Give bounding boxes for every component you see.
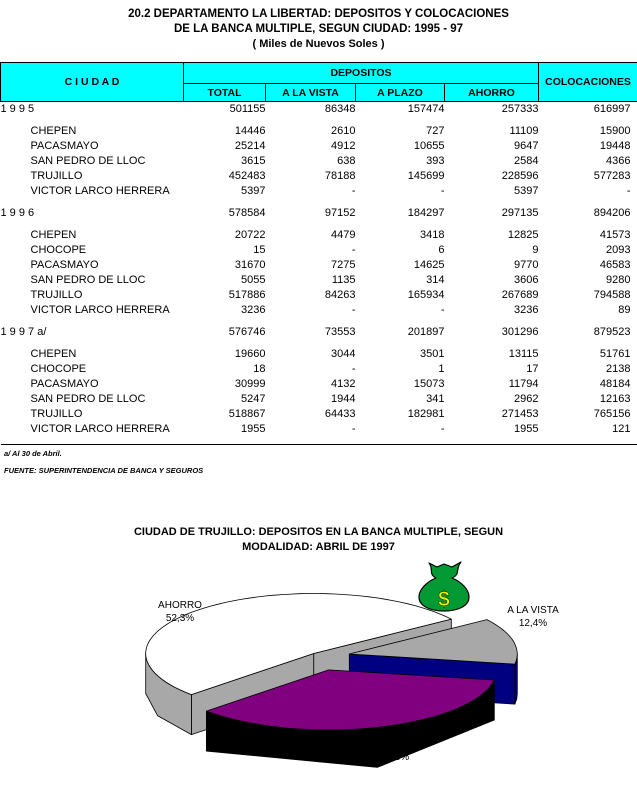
table-row — [1, 377, 637, 392]
value-cell: 271453 — [501, 408, 539, 420]
value-cell: 11794 — [508, 378, 539, 390]
value-cell: 3236 — [241, 304, 266, 316]
header-a-plazo: A PLAZO — [356, 84, 445, 102]
page-title-line2: DE LA BANCA MULTIPLE, SEGUN CIUDAD: 1995 - 97 — [173, 23, 464, 35]
row-label: TRUJILLO — [30, 170, 83, 182]
value-cell: 31670 — [234, 259, 266, 271]
value-cell: 4479 — [331, 229, 356, 241]
value-cell: 228596 — [501, 170, 539, 182]
value-cell: 3236 — [514, 304, 539, 316]
value-cell: 517886 — [228, 289, 266, 301]
table-row — [1, 273, 637, 288]
header-total: TOTAL — [184, 84, 266, 102]
value-cell: 51761 — [599, 348, 631, 360]
table-row — [1, 258, 637, 273]
value-cell: 48184 — [599, 378, 631, 390]
spacer-row — [1, 221, 637, 228]
table-row — [1, 169, 637, 184]
table-header — [1, 63, 637, 102]
value-cell: 267689 — [501, 289, 539, 301]
table-row — [1, 139, 637, 154]
value-cell: 2584 — [514, 155, 539, 167]
row-label: 1 9 9 7 a/ — [0, 326, 47, 338]
spacer-row — [1, 340, 637, 347]
table-row — [1, 407, 637, 422]
footnote-a: a/ Al 30 de Abril. — [4, 449, 62, 458]
row-label: CHEPEN — [30, 348, 77, 360]
value-cell: 727 — [426, 125, 445, 137]
value-cell: 18 — [253, 363, 266, 375]
value-cell: 73553 — [324, 326, 356, 338]
table-row — [1, 288, 637, 303]
value-cell: 201897 — [407, 326, 445, 338]
table-row-year — [1, 206, 637, 221]
row-label: TRUJILLO — [30, 289, 83, 301]
value-cell: 13115 — [508, 348, 539, 360]
pie-label-ahorro — [125, 599, 235, 625]
table-row — [1, 184, 637, 199]
value-cell: 314 — [426, 274, 445, 286]
value-cell: 5397 — [241, 185, 266, 197]
value-cell: 14446 — [234, 125, 266, 137]
value-cell: - — [440, 304, 445, 316]
header-ahorro: AHORRO — [445, 84, 539, 102]
value-cell: - — [440, 423, 445, 435]
spacer-row — [1, 437, 637, 445]
value-cell: 12825 — [507, 229, 539, 241]
value-cell: 165934 — [407, 289, 445, 301]
value-cell: 2962 — [514, 393, 539, 405]
pie-label-a-la-vista-name: A LA VISTA — [507, 605, 559, 616]
value-cell: 46583 — [599, 259, 631, 271]
value-cell: 578584 — [228, 207, 266, 219]
value-cell: 9770 — [514, 259, 539, 271]
value-cell: 6 — [438, 244, 445, 256]
row-label: VICTOR LARCO HERRERA — [30, 423, 170, 435]
value-cell: 78188 — [324, 170, 356, 182]
table-row — [1, 154, 637, 169]
value-cell: 341 — [426, 393, 445, 405]
value-cell: 1135 — [331, 274, 356, 286]
table-body — [1, 102, 637, 446]
spacer-row — [1, 199, 637, 206]
row-label: VICTOR LARCO HERRERA — [30, 304, 170, 316]
pie-label-ahorro-name: AHORRO — [158, 600, 202, 611]
row-label: CHEPEN — [30, 125, 77, 137]
value-cell: 3501 — [420, 348, 445, 360]
row-label: SAN PEDRO DE LLOC — [30, 274, 146, 286]
row-label: SAN PEDRO DE LLOC — [30, 155, 146, 167]
chart-title-line2: MODALIDAD: ABRIL DE 1997 — [242, 541, 395, 553]
dollar-sign-icon: $ — [438, 588, 450, 611]
value-cell: 20722 — [234, 229, 266, 241]
row-label: VICTOR LARCO HERRERA — [30, 185, 170, 197]
value-cell: 17 — [526, 363, 539, 375]
pie-chart — [0, 557, 637, 781]
value-cell: 894206 — [593, 207, 631, 219]
row-label: PACASMAYO — [30, 259, 99, 271]
value-cell: 14625 — [413, 259, 445, 271]
value-cell: 157474 — [407, 103, 445, 115]
deposits-table — [0, 62, 637, 445]
value-cell: 518867 — [228, 408, 266, 420]
value-cell: 3615 — [241, 155, 266, 167]
value-cell: - — [351, 304, 356, 316]
pie-label-a-plazo-name: A PLAZO — [374, 739, 416, 750]
pie-label-a-plazo-pct: 35,3% — [380, 752, 410, 763]
value-cell: 2093 — [606, 244, 631, 256]
pie-label-a-la-vista — [478, 604, 588, 630]
row-label: 1 9 9 6 — [0, 207, 35, 219]
value-cell: 452483 — [228, 170, 266, 182]
value-cell: 638 — [337, 155, 356, 167]
table-row-year — [1, 325, 637, 340]
value-cell: 12163 — [599, 393, 631, 405]
footnotes — [4, 449, 637, 475]
table-row — [1, 303, 637, 318]
table-row — [1, 347, 637, 362]
value-cell: 794588 — [593, 289, 631, 301]
spacer-row — [1, 318, 637, 325]
value-cell: 4912 — [331, 140, 356, 152]
value-cell: 501155 — [229, 103, 266, 115]
value-cell: 301296 — [501, 326, 539, 338]
header-colocaciones: COLOCACIONES — [539, 63, 637, 102]
value-cell: 97152 — [324, 207, 356, 219]
value-cell: 765156 — [593, 408, 631, 420]
value-cell: 121 — [612, 423, 631, 435]
table-row — [1, 422, 637, 437]
value-cell: 184297 — [407, 207, 445, 219]
value-cell: 576746 — [228, 326, 266, 338]
value-cell: 19660 — [234, 348, 266, 360]
row-label: CHEPEN — [30, 229, 77, 241]
row-label: 1 9 9 5 — [0, 103, 35, 115]
table-row — [1, 362, 637, 377]
value-cell: - — [351, 185, 356, 197]
chart-section — [0, 525, 637, 781]
value-cell: 64433 — [324, 408, 356, 420]
table-row — [1, 228, 637, 243]
value-cell: 9647 — [514, 140, 539, 152]
value-cell: 1955 — [241, 423, 266, 435]
value-cell: 11109 — [509, 125, 539, 137]
pie-label-a-la-vista-pct: 12,4% — [518, 618, 548, 629]
row-label: PACASMAYO — [30, 378, 99, 390]
value-cell: - — [351, 244, 356, 256]
value-cell: 297135 — [501, 207, 539, 219]
value-cell: 1955 — [514, 423, 539, 435]
value-cell: 145699 — [407, 170, 445, 182]
value-cell: 3044 — [331, 348, 356, 360]
value-cell: 577283 — [593, 170, 631, 182]
pie-label-a-plazo — [340, 738, 450, 764]
value-cell: 19448 — [599, 140, 631, 152]
table-row — [1, 243, 637, 258]
value-cell: 616997 — [593, 103, 631, 115]
value-cell: 2138 — [606, 363, 631, 375]
chart-title — [0, 525, 637, 555]
page-title-line1: 20.2 DEPARTAMENTO LA LIBERTAD: DEPOSITOS Y COLOCACIONES — [128, 8, 509, 20]
page-title — [0, 7, 637, 52]
pie-label-ahorro-pct: 52,3% — [165, 613, 195, 624]
value-cell: 9 — [532, 244, 539, 256]
row-label: SAN PEDRO DE LLOC — [30, 393, 146, 405]
value-cell: - — [626, 185, 631, 197]
value-cell: 86348 — [324, 103, 356, 115]
row-label: CHOCOPE — [30, 244, 87, 256]
value-cell: 5247 — [241, 393, 266, 405]
value-cell: 393 — [426, 155, 445, 167]
value-cell: 5397 — [514, 185, 539, 197]
value-cell: 879523 — [593, 326, 631, 338]
source-note: FUENTE: SUPERINTENDENCIA DE BANCA Y SEGUROS — [4, 466, 204, 475]
value-cell: 2610 — [331, 125, 356, 137]
value-cell: 1944 — [331, 393, 356, 405]
value-cell: 30999 — [234, 378, 266, 390]
header-ciudad: C I U D A D — [1, 63, 184, 102]
page-title-units: ( Miles de Nuevos Soles ) — [252, 38, 385, 50]
value-cell: 182981 — [407, 408, 445, 420]
value-cell: - — [351, 423, 356, 435]
spacer-row — [1, 117, 637, 124]
row-label: TRUJILLO — [30, 408, 83, 420]
value-cell: 9280 — [606, 274, 631, 286]
value-cell: 15 — [253, 244, 266, 256]
value-cell: 25214 — [234, 140, 266, 152]
row-label: PACASMAYO — [30, 140, 99, 152]
value-cell: 3418 — [420, 229, 445, 241]
value-cell: 5055 — [241, 274, 266, 286]
value-cell: 7275 — [331, 259, 356, 271]
value-cell: 257333 — [501, 103, 539, 115]
value-cell: - — [440, 185, 445, 197]
pie-chart-canvas — [0, 557, 637, 781]
value-cell: 84263 — [324, 289, 356, 301]
table-row-year — [1, 102, 637, 118]
value-cell: 41573 — [599, 229, 631, 241]
value-cell: 89 — [618, 304, 631, 316]
value-cell: 4366 — [606, 155, 631, 167]
value-cell: 15073 — [413, 378, 445, 390]
header-a-la-vista: A LA VISTA — [266, 84, 356, 102]
row-label: CHOCOPE — [30, 363, 87, 375]
table-row — [1, 124, 637, 139]
money-bag-icon — [419, 562, 469, 611]
chart-title-line1: CIUDAD DE TRUJILLO: DEPOSITOS EN LA BANCA MULTIPLE, SEGUN — [133, 526, 504, 538]
value-cell: 15900 — [599, 125, 631, 137]
value-cell: 4132 — [331, 378, 356, 390]
table-bottom-rule — [1, 445, 637, 446]
table-row — [1, 392, 637, 407]
value-cell: 1 — [438, 363, 445, 375]
value-cell: - — [351, 363, 356, 375]
value-cell: 3606 — [514, 274, 539, 286]
value-cell: 10655 — [413, 140, 445, 152]
header-depositos: DEPOSITOS — [184, 63, 539, 84]
